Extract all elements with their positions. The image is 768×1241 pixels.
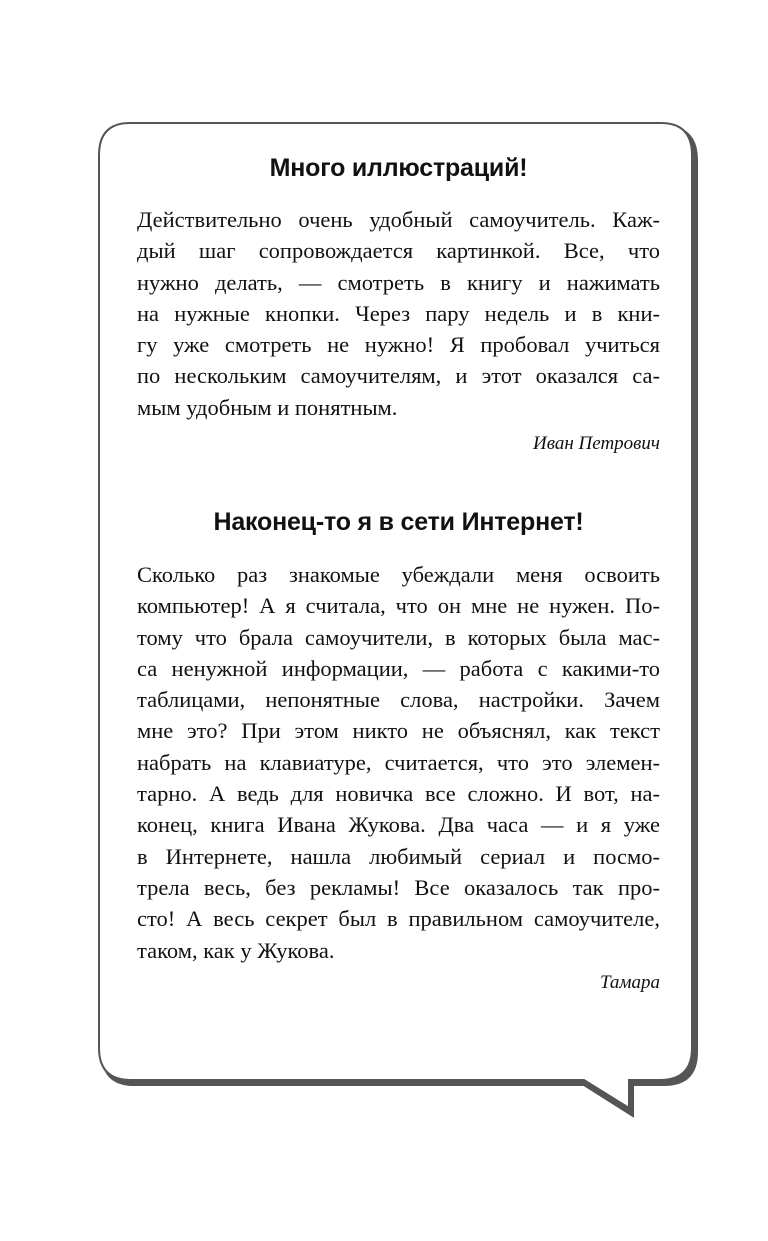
- text-line: дый шаг сопровождается картинкой. Все, что: [137, 238, 660, 264]
- text-line: компьютер! А я считала, что он мне не нужен. По-: [137, 593, 660, 619]
- text-line: Действительно очень удобный самоучитель. Каж-: [137, 207, 660, 232]
- text-line: мым удобным и понятным.: [137, 394, 398, 420]
- text-line: по нескольким самоучителям, и этот оказался са-: [137, 363, 660, 389]
- text-line: конец, книга Ивана Жукова. Два часа — и я уже: [137, 812, 660, 838]
- text-line: нужно делать, — смотреть в книгу и нажимать: [137, 269, 660, 295]
- text-line: тому что брала самоучители, в которых была мас-: [137, 624, 660, 650]
- text-line: Сколько раз знакомые убеждали меня освоить: [137, 562, 660, 587]
- text-line: мне это? При этом никто не объяснял, как текст: [137, 718, 660, 744]
- text-line: трела весь, без рекламы! Все оказалось так про-: [137, 874, 660, 900]
- review-title: Наконец-то я в сети Интернет!: [213, 508, 584, 536]
- text-line: тарно. А ведь для новичка все сложно. И вот, на-: [137, 781, 660, 807]
- text-line: таком, как у Жукова.: [137, 937, 335, 963]
- text-line: са ненужной информации, — работа с какими-то: [137, 655, 660, 681]
- text-line: таблицами, непонятные слова, настройки. Зачем: [137, 687, 660, 713]
- text-line: в Интернете, нашла любимый сериал и посмо-: [137, 843, 660, 869]
- review-text: [137, 559, 660, 966]
- text-line: набрать на клавиатуре, считается, что это элемен-: [137, 749, 660, 775]
- review-author: Иван Петрович: [533, 433, 660, 454]
- review-text: [137, 204, 660, 423]
- text-line: сто! А весь секрет был в правильном самоучителе,: [137, 906, 660, 932]
- review-title: Много иллюстраций!: [269, 154, 528, 182]
- text-line: на нужные кнопки. Через пару недель и в кни-: [137, 300, 660, 326]
- text-line: гу уже смотреть не нужно! Я пробовал учиться: [137, 332, 660, 358]
- review-author: Тамара: [599, 972, 660, 993]
